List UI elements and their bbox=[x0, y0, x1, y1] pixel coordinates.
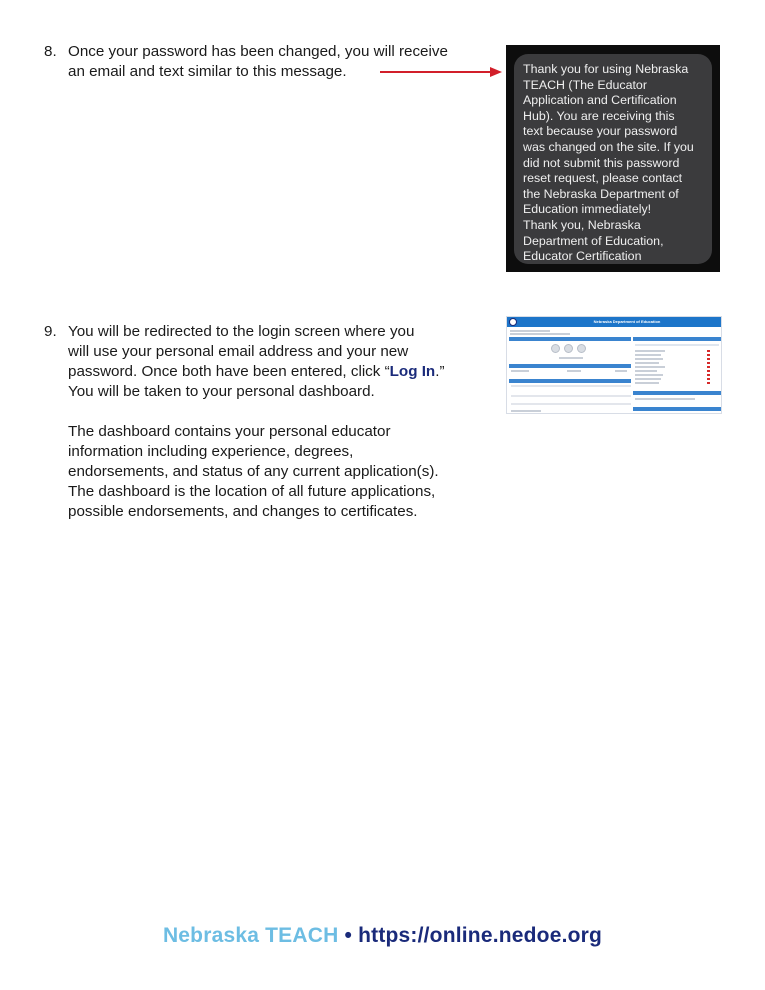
thumb-text bbox=[615, 370, 627, 372]
thumb-text bbox=[635, 354, 661, 356]
thumb-row bbox=[511, 385, 631, 387]
thumb-text bbox=[559, 357, 583, 359]
thumb-text bbox=[635, 382, 659, 384]
step-line: endorsements, and status of any current application(s). bbox=[68, 463, 439, 480]
step-9 bbox=[44, 322, 494, 532]
thumb-circle-icon bbox=[564, 344, 573, 353]
sms-bubble bbox=[514, 54, 712, 264]
step-text bbox=[68, 322, 445, 522]
sms-message-image bbox=[506, 45, 720, 272]
nde-logo-icon bbox=[509, 318, 517, 326]
footer-brand: Nebraska TEACH bbox=[162, 924, 339, 947]
thumb-row bbox=[511, 395, 631, 397]
step-number: 9. bbox=[44, 323, 57, 340]
dashboard-screenshot bbox=[506, 316, 722, 414]
thumb-status-marker bbox=[707, 358, 710, 360]
step-line: The dashboard contains your personal educator bbox=[68, 423, 391, 440]
thumb-text bbox=[635, 358, 663, 360]
thumb-text bbox=[567, 370, 581, 372]
sms-text: Thank you for using Nebraska TEACH (The Educator Application and Certification Hub). You are receiving this text because your password was changed on the site. If you did not submit this password reset request, please contact the Nebraska Department of Education immediately! Thank you, Nebraska Department of Education, Educator Certification bbox=[523, 62, 694, 264]
thumb-text bbox=[635, 398, 695, 400]
step-line: possible endorsements, and changes to certificates. bbox=[68, 503, 418, 520]
step-line: Once your password has been changed, you will receive bbox=[68, 43, 448, 60]
step-number: 8. bbox=[44, 43, 57, 60]
thumb-section-header bbox=[633, 391, 721, 395]
thumb-status-marker bbox=[707, 366, 710, 368]
thumb-text bbox=[510, 330, 550, 332]
step-text-segment: .” bbox=[435, 363, 445, 380]
dashboard-title: Nebraska Department of Education bbox=[593, 319, 661, 324]
thumb-section-header bbox=[509, 379, 631, 383]
thumb-text bbox=[635, 374, 663, 376]
log-in-label: Log In bbox=[389, 363, 436, 380]
thumb-text bbox=[635, 378, 661, 380]
footer-url-link[interactable]: https://online.nedoe.org bbox=[358, 924, 603, 947]
thumb-status-marker bbox=[707, 350, 710, 352]
thumb-row bbox=[635, 344, 719, 346]
step-line bbox=[68, 362, 445, 382]
footer bbox=[0, 924, 765, 948]
thumb-status-marker bbox=[707, 354, 710, 356]
thumb-status-marker bbox=[707, 382, 710, 384]
thumb-text bbox=[635, 350, 665, 352]
thumb-text bbox=[511, 370, 529, 372]
thumb-section-header bbox=[633, 407, 721, 411]
step-line: will use your personal email address and your new bbox=[68, 343, 409, 360]
thumb-status-marker bbox=[707, 378, 710, 380]
step-line: You will be redirected to the login screen where you bbox=[68, 323, 415, 340]
step-line: an email and text similar to this message. bbox=[68, 63, 347, 80]
thumb-section-header bbox=[509, 364, 631, 368]
thumb-section-header bbox=[633, 337, 721, 341]
thumb-text bbox=[511, 410, 541, 412]
thumb-section-header bbox=[509, 337, 631, 341]
step-line: You will be taken to your personal dashboard. bbox=[68, 383, 375, 400]
step-text-segment: password. Once both have been entered, click “ bbox=[68, 363, 390, 380]
step-line: The dashboard is the location of all future applications, bbox=[68, 483, 436, 500]
thumb-text bbox=[635, 362, 659, 364]
dashboard-description bbox=[68, 422, 445, 522]
footer-separator: • bbox=[338, 924, 359, 947]
thumb-circle-icon bbox=[551, 344, 560, 353]
arrow-right-icon bbox=[378, 64, 504, 80]
thumb-status-marker bbox=[707, 374, 710, 376]
thumb-status-marker bbox=[707, 370, 710, 372]
thumb-text bbox=[635, 366, 665, 368]
thumb-text bbox=[635, 370, 657, 372]
step-line: information including experience, degrees, bbox=[68, 443, 354, 460]
thumb-status-marker bbox=[707, 362, 710, 364]
thumb-text bbox=[510, 333, 570, 335]
thumb-row bbox=[511, 403, 631, 405]
thumb-circle-icon bbox=[577, 344, 586, 353]
